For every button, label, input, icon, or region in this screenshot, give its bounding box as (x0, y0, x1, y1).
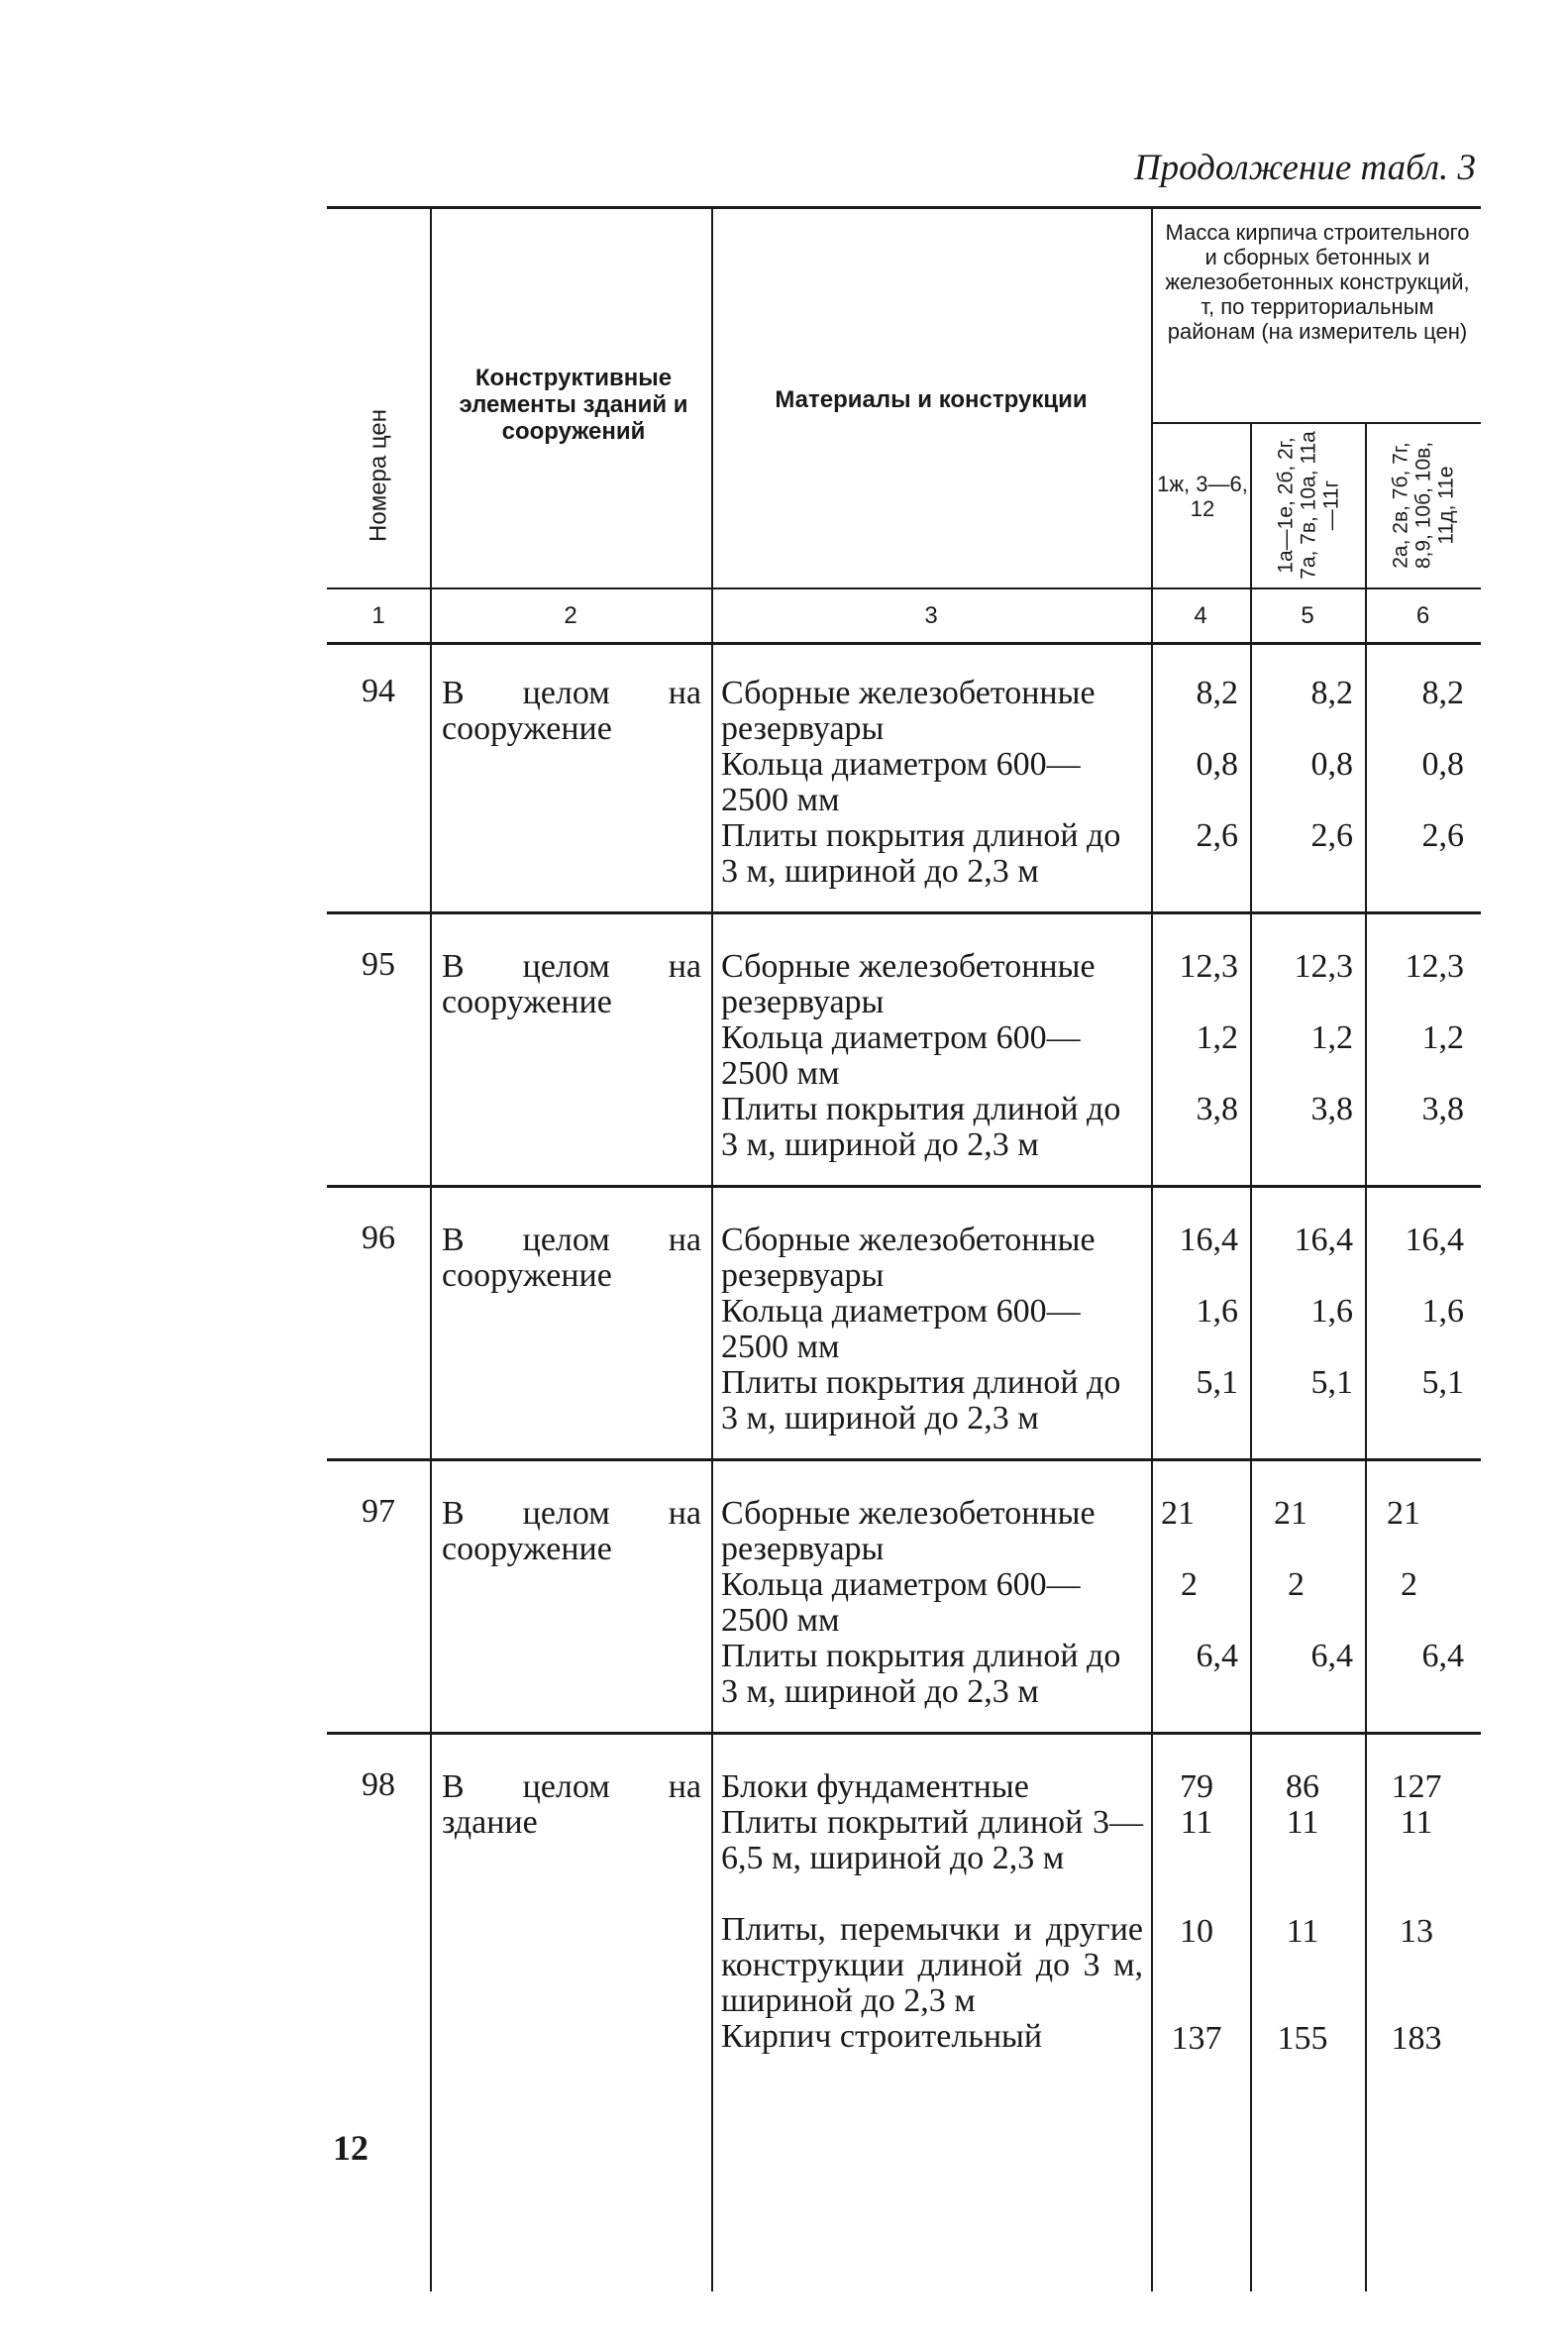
material: Плиты покрытия длиной до 3 м, шириной до 2,3 м (721, 1091, 1121, 1163)
mass-value: 2 (1401, 1566, 1417, 1603)
header-district-1: 1ж, 3—6, 12 (1157, 472, 1248, 521)
mass-value: 13 (1400, 1913, 1433, 1950)
material: Плиты покрытия длиной до 3 м, шириной до 2,3 м (721, 817, 1121, 890)
material: Сборные железобетонные резервуары (721, 948, 1096, 1020)
mass-value: 137 (1171, 2020, 1222, 2057)
mass-value: 3,8 (1196, 1091, 1238, 1127)
mass-value: 79 (1180, 1768, 1213, 1805)
col-number: 2 (564, 602, 577, 629)
mass-value: 11 (1286, 1804, 1319, 1841)
mass-value: 3,8 (1421, 1091, 1464, 1127)
mass-value: 12,3 (1294, 948, 1353, 985)
group-divider (327, 1732, 1481, 1735)
mass-value: 0,8 (1421, 746, 1464, 783)
mass-value: 16,4 (1294, 1222, 1353, 1258)
material: Плиты покрытий длиной 3—6,5 м, шириной до 2,3 м (721, 1804, 1143, 1876)
mass-value: 0,8 (1310, 746, 1353, 783)
structural-element: В целом на сооружение (442, 675, 701, 747)
header-district-2: 1а—1е, 2б, 2г, 7а, 7в, 10а, 11а—11г (1274, 431, 1343, 580)
mass-value: 5,1 (1196, 1364, 1238, 1401)
header-structural-elements: Конструктивные элементы зданий и сооружений (459, 365, 688, 445)
price-number: 98 (362, 1766, 395, 1803)
mass-value: 5,1 (1310, 1364, 1353, 1401)
rule-colnums (327, 642, 1481, 645)
material: Кирпич строительный (721, 2018, 1043, 2055)
mass-value: 1,2 (1421, 1019, 1464, 1056)
mass-value: 16,4 (1405, 1222, 1464, 1258)
rule-top (327, 206, 1481, 209)
header-price-number: Номера цен (365, 409, 392, 542)
mass-value: 1,6 (1421, 1293, 1464, 1330)
mass-value: 2 (1288, 1566, 1305, 1603)
table-caption: Продолжение табл. 3 (1133, 148, 1476, 188)
group-divider (327, 911, 1481, 914)
group-divider (327, 1185, 1481, 1188)
mass-value: 8,2 (1421, 675, 1464, 711)
mass-value: 2,6 (1421, 817, 1464, 854)
mass-value: 8,2 (1310, 675, 1353, 711)
mass-value: 12,3 (1405, 948, 1464, 985)
mass-value: 6,4 (1310, 1638, 1353, 1674)
mass-value: 11 (1400, 1804, 1433, 1841)
mass-value: 1,6 (1196, 1293, 1238, 1330)
material: Плиты покрытия длиной до 3 м, шириной до 2,3 м (721, 1638, 1121, 1710)
price-number: 94 (362, 673, 395, 709)
mass-value: 2,6 (1196, 817, 1238, 854)
col-number: 3 (924, 602, 938, 629)
mass-value: 6,4 (1196, 1638, 1238, 1674)
structural-element: В целом на сооружение (442, 948, 701, 1020)
mass-value: 1,6 (1310, 1293, 1353, 1330)
rule-header (327, 587, 1481, 589)
mass-value: 8,2 (1196, 675, 1238, 711)
material: Плиты покрытия длиной до 3 м, шириной до 2,3 м (721, 1364, 1121, 1437)
col-number: 6 (1415, 602, 1430, 629)
structural-element: В целом на здание (442, 1768, 701, 1841)
mass-value: 10 (1180, 1913, 1213, 1950)
mass-value: 1,2 (1196, 1019, 1238, 1056)
mass-value: 127 (1391, 1768, 1442, 1805)
material: Сборные железобетонные резервуары (721, 1495, 1096, 1567)
mass-value: 2,6 (1310, 817, 1353, 854)
material: Кольца диаметром 600—2500 мм (721, 1019, 1081, 1092)
price-number: 95 (362, 946, 395, 983)
header-mass: Масса кирпича строительного и сборных бетонных и железобетонных конструкций, т, по территориальным районам (на измеритель цен) (1165, 220, 1470, 344)
col-number: 1 (371, 602, 385, 629)
mass-value: 155 (1277, 2020, 1328, 2057)
price-number: 96 (362, 1220, 395, 1256)
mass-value: 21 (1274, 1495, 1307, 1532)
price-number: 97 (362, 1493, 395, 1530)
material: Кольца диаметром 600—2500 мм (721, 1293, 1081, 1365)
mass-value: 5,1 (1421, 1364, 1464, 1401)
material: Кольца диаметром 600—2500 мм (721, 746, 1081, 818)
mass-value: 0,8 (1196, 746, 1238, 783)
page-number: 12 (333, 2128, 368, 2168)
material: Сборные железобетонные резервуары (721, 1222, 1096, 1294)
mass-value: 21 (1387, 1495, 1420, 1532)
group-divider (327, 1458, 1481, 1461)
col-number: 4 (1194, 602, 1207, 629)
header-materials: Материалы и конструкции (775, 386, 1088, 413)
mass-value: 2 (1181, 1566, 1198, 1603)
header-district-3: 2а, 2в, 7б, 7г, 8,9, 10б, 10в, 11д, 11е (1389, 441, 1458, 570)
col-number: 5 (1301, 602, 1314, 629)
mass-value: 6,4 (1421, 1638, 1464, 1674)
material: Кольца диаметром 600—2500 мм (721, 1566, 1081, 1639)
mass-value: 3,8 (1310, 1091, 1353, 1127)
mass-value: 16,4 (1179, 1222, 1238, 1258)
material: Сборные железобетонные резервуары (721, 675, 1096, 747)
structural-element: В целом на сооружение (442, 1495, 701, 1567)
mass-value: 11 (1180, 1804, 1213, 1841)
mass-value: 183 (1391, 2020, 1442, 2057)
material: Блоки фундаментные (721, 1768, 1029, 1805)
structural-element: В целом на сооружение (442, 1222, 701, 1294)
mass-value: 11 (1286, 1913, 1319, 1950)
mass-value: 21 (1161, 1495, 1195, 1532)
mass-value: 1,2 (1310, 1019, 1353, 1056)
mass-value: 86 (1286, 1768, 1319, 1805)
mass-value: 12,3 (1179, 948, 1238, 985)
material: Плиты, перемычки и другие конструкции длиной до 3 м, шириной до 2,3 м (721, 1911, 1143, 2019)
